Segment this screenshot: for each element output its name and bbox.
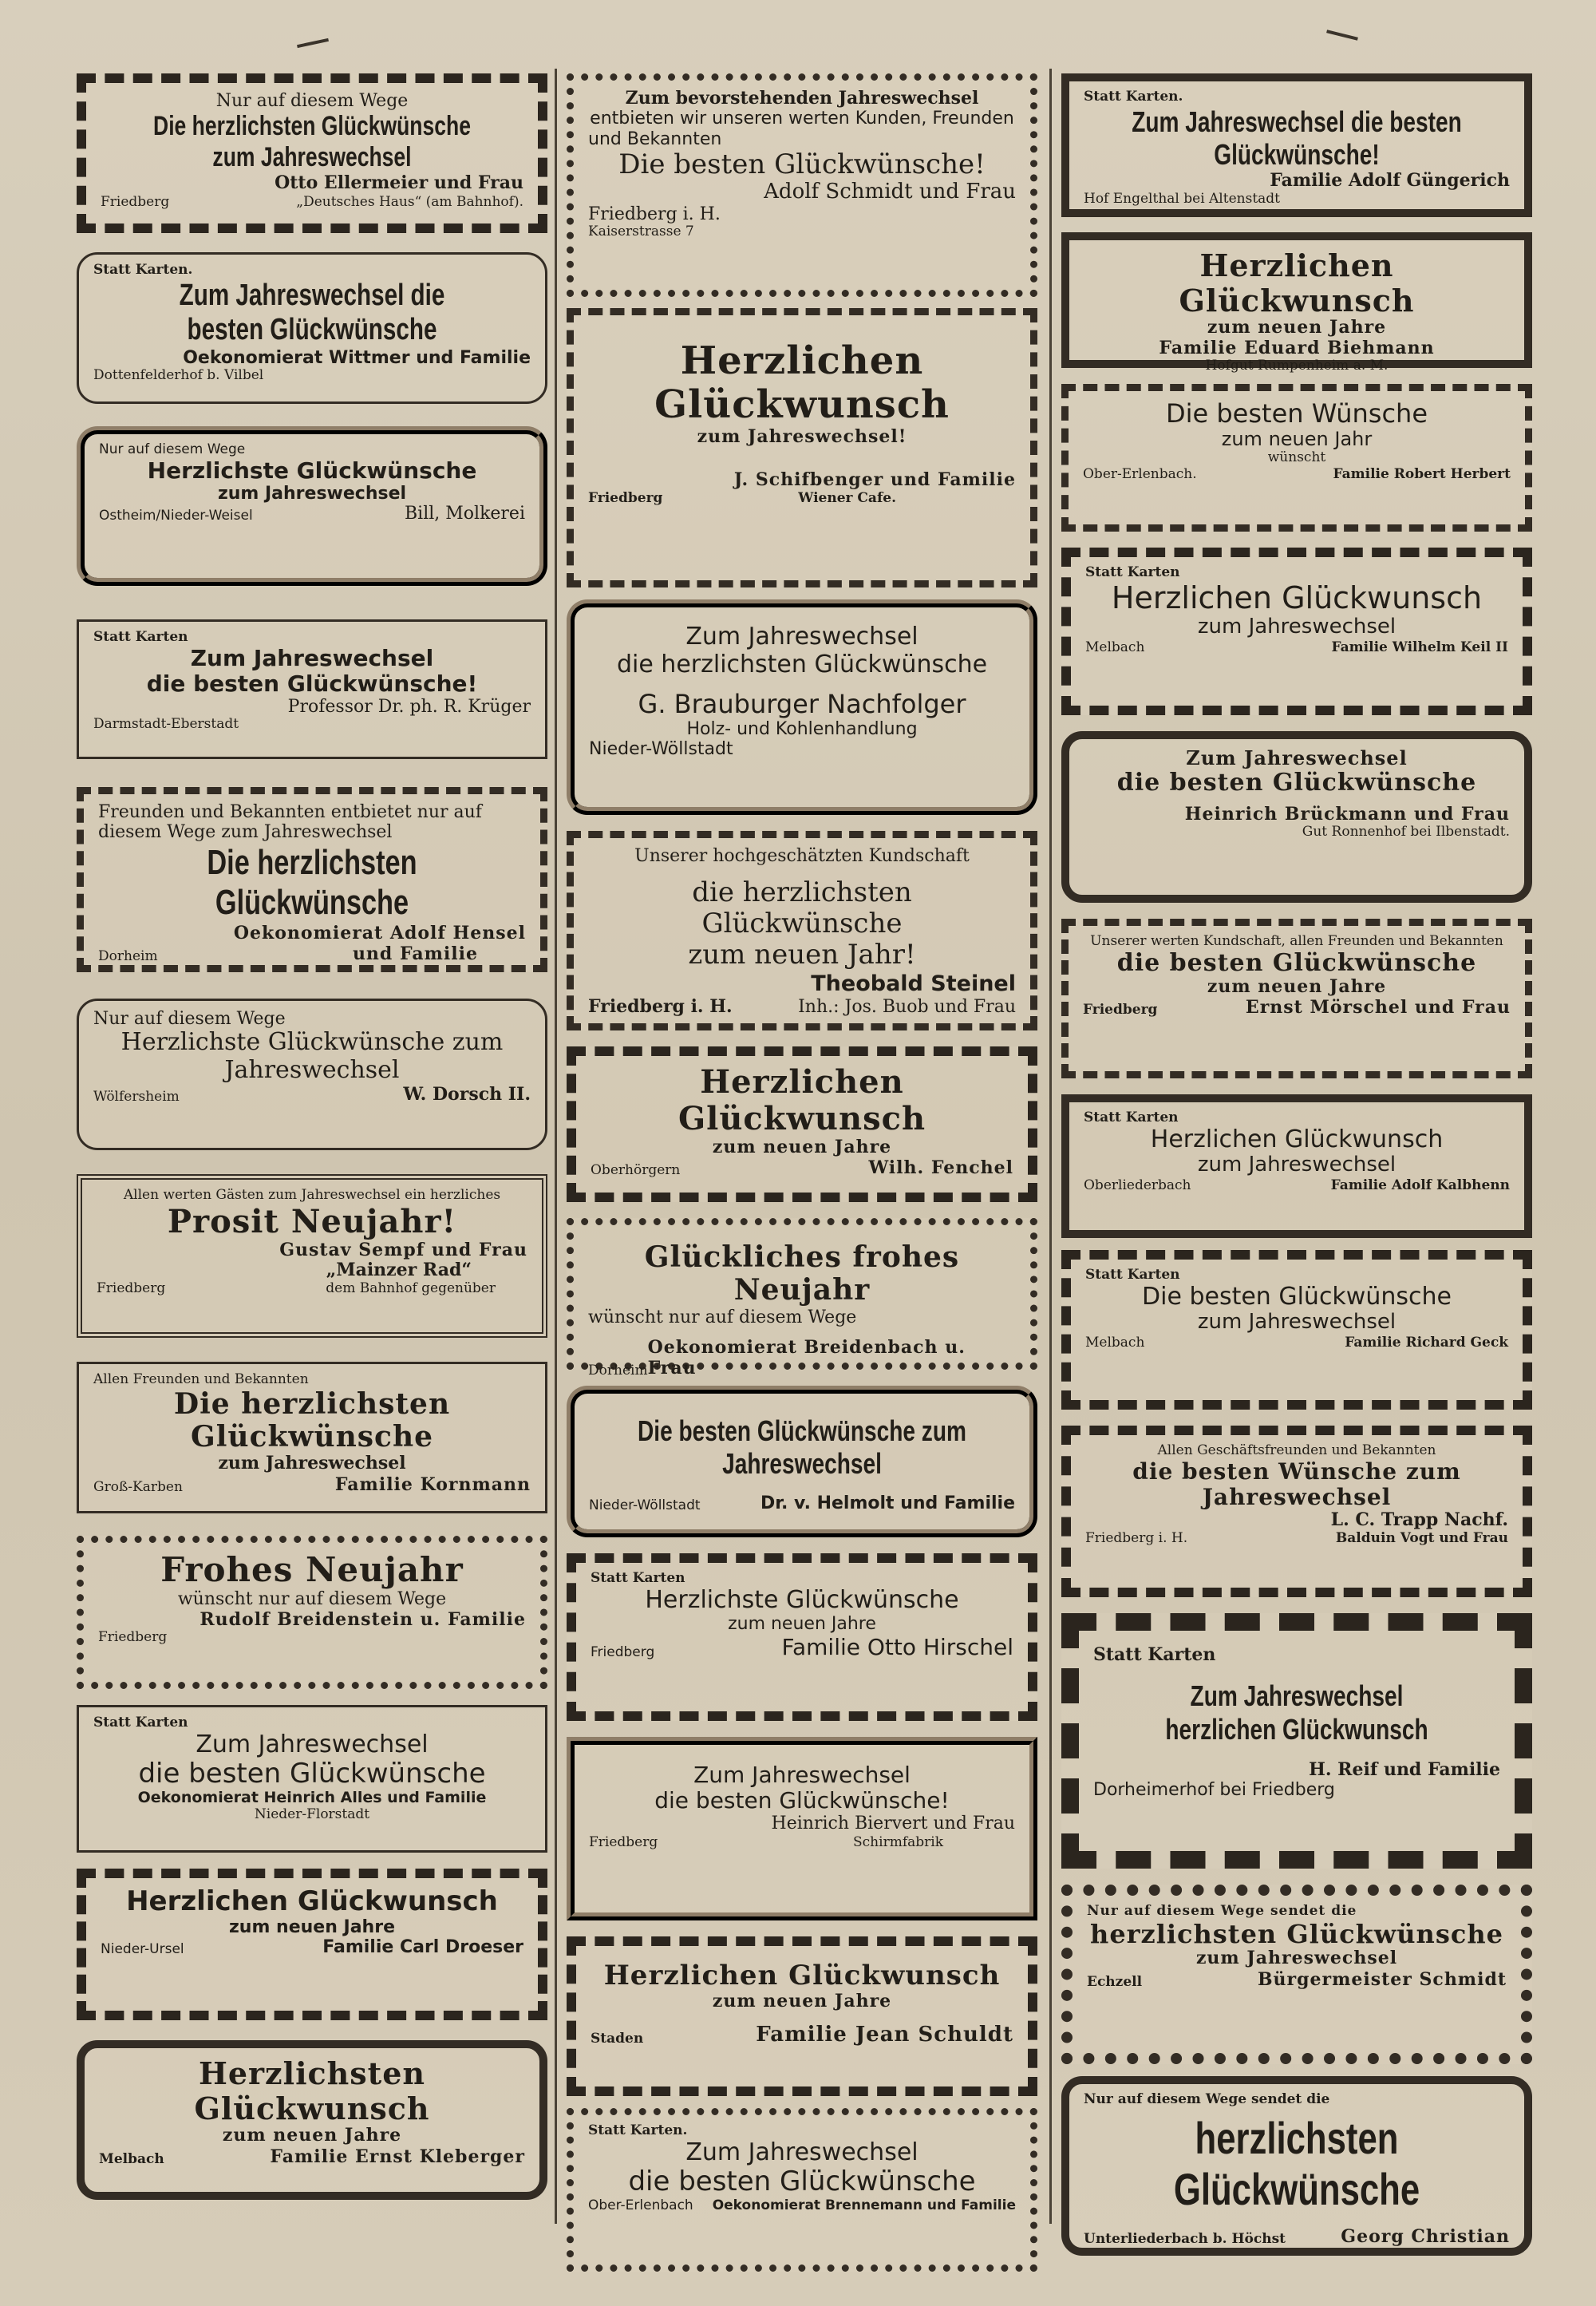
ad-note: dem Bahnhof gegenüber xyxy=(326,1280,496,1297)
ad-kornmann xyxy=(77,1362,547,1513)
ad-headline: Zum Jahreswechsel die besten Glückwünsche! xyxy=(1132,105,1462,171)
ad-christian xyxy=(1061,2076,1532,2256)
ad-headline: Herzlichen Glückwunsch xyxy=(1111,579,1483,615)
ad-signature: Dr. v. Helmolt und Familie xyxy=(760,1493,1015,1513)
ad-brueckmann xyxy=(1061,731,1532,903)
ad-headline: Die besten Glückwünsche zum Jahreswechsel xyxy=(638,1414,966,1481)
ad-place: Gut Ronnenhof bei Ilbenstadt. xyxy=(1302,824,1510,841)
ad-signature: Heinrich Brückmann und Frau xyxy=(1184,804,1510,825)
ad-place: Melbach xyxy=(1085,639,1145,656)
ad-subline: zum neuen Jahr xyxy=(1221,427,1373,450)
ad-place: Nieder-Ursel xyxy=(101,1941,184,1958)
ad-place: Melbach xyxy=(99,2150,164,2167)
ad-biehmann xyxy=(1061,232,1532,374)
ad-place: Friedberg i. H. xyxy=(1085,1530,1188,1547)
ad-intro: Statt Karten xyxy=(1085,1267,1180,1283)
ad-intro: Allen Freunden und Bekannten xyxy=(93,1371,309,1387)
ad-brauburger xyxy=(567,599,1037,815)
ad-headline: Zum Jahreswechsel xyxy=(190,644,434,671)
ad-intro: Unserer hochgeschätzten Kundschaft xyxy=(634,846,970,866)
ad-intro: Nur auf diesem Wege sendet die xyxy=(1084,2091,1330,2107)
ad-subline: zum Jahreswechsel xyxy=(1197,615,1396,639)
ad-headline: Herzlichen Glückwunsch xyxy=(678,1063,926,1137)
ad-headline-2: zum neuen Jahr! xyxy=(688,939,916,971)
ad-headline: Prosit Neujahr! xyxy=(167,1202,457,1240)
ad-headline: Die besten Wünsche xyxy=(1165,398,1428,429)
ad-intro: Statt Karten xyxy=(1085,564,1180,580)
ad-signature: Familie Adolf Kalbhenn xyxy=(1330,1177,1510,1193)
ad-signature: Oekonomierat Wittmer und Familie xyxy=(183,347,531,368)
ad-signature-2: und Familie xyxy=(352,943,478,965)
ad-business: Wiener Cafe. xyxy=(798,489,896,506)
ad-headline: Die herzlichsten Glückwünsche zum Jahreswechsel xyxy=(153,111,471,173)
ad-intro: Statt Karten xyxy=(93,629,188,645)
ad-signature: Familie Robert Herbert xyxy=(1333,465,1511,482)
ad-place: Unterliederbach b. Höchst xyxy=(1084,2231,1286,2248)
ad-signature: Georg Christian xyxy=(1341,2226,1510,2248)
ad-herbert xyxy=(1061,384,1532,532)
ad-headline: Herzlichste Glückwünsche zum Jahreswechsel xyxy=(120,1028,504,1084)
ad-subline: zum Jahreswechsel xyxy=(218,1453,406,1474)
ad-headline-2: die besten Glückwünsche xyxy=(138,1758,486,1790)
ad-headline: Herzlichen Glückwunsch xyxy=(1150,1125,1444,1153)
ad-headline: die besten Glückwünsche xyxy=(1116,948,1477,977)
ad-keil xyxy=(1061,548,1532,715)
ad-place: Hof Engelthal bei Altenstadt xyxy=(1084,190,1280,207)
ad-buergermeister xyxy=(1061,1885,1532,2064)
ad-intro: Allen Geschäftsfreunden und Bekannten xyxy=(1157,1442,1436,1458)
ad-headline: herzlichsten Glückwünsche xyxy=(1173,2112,1420,2214)
ad-subline: zum Jahreswechsel xyxy=(1197,1153,1396,1177)
ad-intro: Zum bevorstehenden Jahreswechsel xyxy=(625,88,979,109)
ad-bill xyxy=(77,426,547,586)
ad-intro: Nur auf diesem Wege xyxy=(215,91,409,111)
ad-headline: Herzlichen Glückwunsch xyxy=(654,338,950,428)
ad-business: Holz- und Kohlenhandlung xyxy=(686,718,918,739)
ad-place: Hofgut Rumpenheim a. M. xyxy=(1205,357,1389,374)
ad-headline: Herzlichsten Glückwunsch xyxy=(194,2055,430,2126)
ad-headline: Die besten Glückwünsche xyxy=(1142,1282,1452,1311)
ad-droeser xyxy=(77,1869,547,2020)
ad-reif xyxy=(1061,1613,1532,1869)
ad-signature: Oekonomierat Brennemann und Familie xyxy=(712,2197,1016,2214)
ad-signature: Ernst Mörschel und Frau xyxy=(1245,997,1511,1019)
ad-address: Kaiserstrasse 7 xyxy=(588,223,694,240)
ad-intro: Statt Karten xyxy=(1084,1109,1179,1125)
ad-headline: Die besten Glückwünsche! xyxy=(618,148,986,180)
ad-place: Friedberg xyxy=(97,1280,166,1297)
ad-subline: zum neuen Jahre xyxy=(712,1991,892,2012)
ad-intro: Statt Karten. xyxy=(588,2122,688,2138)
ad-signature: L. C. Trapp Nachf. xyxy=(1330,1509,1508,1530)
ad-place: Wölfersheim xyxy=(93,1089,180,1106)
ad-place: Ostheim/Nieder-Weisel xyxy=(99,508,253,524)
ad-moerschel xyxy=(1061,919,1532,1078)
ad-ellermeier xyxy=(77,73,547,233)
ad-signature: Bill, Molkerei xyxy=(405,504,525,524)
ad-headline: Zum Jahreswechsel xyxy=(685,2138,918,2166)
ad-intro-2: diesem Wege zum Jahreswechsel xyxy=(98,822,393,843)
ad-subline: zum Jahreswechsel xyxy=(1195,1948,1398,1969)
ad-subline: zum neuen Jahre xyxy=(1207,976,1387,998)
ad-place: Groß-Karben xyxy=(93,1478,183,1495)
ad-signature: Familie Eduard Biehmann xyxy=(1159,337,1435,358)
ad-signature: Familie Ernst Kleberger xyxy=(270,2146,525,2167)
ad-place: Nieder-Wöllstadt xyxy=(589,739,733,760)
ad-schuldt xyxy=(567,1936,1037,2096)
ad-subline: zum Jahreswechsel! xyxy=(697,426,907,448)
ad-intro: Nur auf diesem Wege xyxy=(93,1009,286,1029)
ad-intro: Statt Karten xyxy=(93,1715,188,1730)
ad-kleberger xyxy=(77,2040,547,2200)
ad-signature: Theobald Steinel xyxy=(811,971,1016,996)
ad-signature: Familie Carl Droeser xyxy=(322,1937,523,1958)
ad-headline: Glückliches frohes Neujahr xyxy=(644,1240,960,1307)
ad-headline: Zum Jahreswechsel xyxy=(685,623,918,651)
ad-intro: Statt Karten. xyxy=(93,262,193,278)
ad-breidenstein xyxy=(77,1536,547,1689)
ad-headline: Die herzlichsten Glückwünsche xyxy=(173,1386,451,1454)
ad-breidenbach xyxy=(567,1218,1037,1379)
ad-place: Friedberg xyxy=(591,1644,655,1661)
ad-helmolt xyxy=(567,1386,1037,1537)
ad-subline: zum neuen Jahre xyxy=(1207,317,1387,338)
column-2 xyxy=(567,69,1061,2216)
ad-kalbhenn xyxy=(1061,1094,1532,1238)
ad-alles xyxy=(77,1705,547,1853)
ad-headline: Herzlichste Glückwünsche xyxy=(645,1585,959,1614)
ad-headline: die besten Wünsche zum Jahreswechsel xyxy=(1132,1458,1461,1510)
ad-place: Oberhörgern xyxy=(591,1162,681,1179)
ad-headline: Zum Jahreswechsel xyxy=(1186,746,1408,769)
ad-signature: Professor Dr. ph. R. Krüger xyxy=(287,696,531,717)
ad-headline: Die herzlichsten Glückwünsche xyxy=(207,842,417,923)
ad-place: Dorheimerhof bei Friedberg xyxy=(1093,1780,1335,1801)
ad-fenchel xyxy=(567,1046,1037,1202)
ad-intro: Statt Karten. xyxy=(1084,89,1183,105)
ad-signature: G. Brauburger Nachfolger xyxy=(638,689,966,719)
ad-headline-2: die herzlichsten Glückwünsche xyxy=(616,650,988,678)
ad-place: Darmstadt-Eberstadt xyxy=(93,716,239,733)
ad-headline: Zum Jahreswechsel xyxy=(196,1730,429,1758)
ad-headline: Zum Jahreswechsel xyxy=(693,1762,911,1788)
ad-place: Friedberg xyxy=(589,1833,658,1850)
ad-brennemann xyxy=(567,2108,1037,2272)
ad-subline: wünscht nur auf diesem Wege xyxy=(588,1307,857,1327)
ad-signature: Familie Richard Geck xyxy=(1345,1334,1508,1351)
ad-sempf xyxy=(77,1174,547,1338)
ad-place: Oberliederbach xyxy=(1084,1177,1191,1193)
ad-signature: Familie Adolf Güngerich xyxy=(1270,170,1510,192)
ad-signature: Gustav Sempf und Frau xyxy=(279,1239,527,1260)
print-mark xyxy=(1326,30,1358,41)
ad-place: Ober-Erlenbach. xyxy=(1083,465,1197,482)
ad-trapp xyxy=(1061,1426,1532,1597)
ad-headline: Zum Jahreswechsel herzlichen Glückwunsch xyxy=(1165,1679,1428,1746)
ad-headline-2: die besten Glückwünsche xyxy=(628,2166,976,2198)
ad-intro-2: entbieten wir unseren werten Kunden, Freunden xyxy=(590,109,1014,129)
ad-business: „Mainzer Rad“ xyxy=(326,1259,472,1280)
ad-signature: Adolf Schmidt und Frau xyxy=(764,179,1016,204)
ad-intro-3: und Bekannten xyxy=(588,129,722,149)
ad-signature: Wilh. Fenchel xyxy=(868,1157,1013,1179)
ad-headline: Herzlichen Glückwunsch xyxy=(126,1885,498,1917)
ad-headline: Herzlichen Glückwunsch xyxy=(603,1960,1001,1992)
ad-intro: Allen werten Gästen zum Jahreswechsel ein herzliches xyxy=(123,1187,501,1203)
ad-signature: Familie Wilhelm Keil II xyxy=(1331,639,1508,656)
ad-place: Staden xyxy=(591,2031,644,2047)
ad-intro: Statt Karten xyxy=(1093,1644,1216,1665)
ad-subline: zum neuen Jahre xyxy=(712,1137,892,1157)
ad-signature: Oekonomierat Breidenbach u. Frau xyxy=(647,1337,966,1379)
ad-place: Nieder-Wöllstadt xyxy=(589,1497,701,1513)
ad-place: Friedberg xyxy=(588,489,663,506)
ad-signature: Rudolf Breidenstein u. Familie xyxy=(200,1608,526,1630)
ad-schifbenger xyxy=(567,308,1037,587)
ad-signature: Familie Jean Schuldt xyxy=(756,2023,1013,2047)
column-3 xyxy=(1061,69,1556,2248)
ad-signature: H. Reif und Familie xyxy=(1309,1759,1500,1781)
ad-signature: Familie Kornmann xyxy=(334,1473,531,1495)
ad-headline-2: die besten Glückwünsche! xyxy=(654,1787,950,1814)
ad-place: Friedberg xyxy=(98,1628,168,1645)
ad-place: Echzell xyxy=(1087,1973,1143,1990)
ad-biervert xyxy=(567,1737,1037,1920)
ad-intro: Nur auf diesem Wege xyxy=(99,441,246,457)
ad-krueger xyxy=(77,619,547,759)
ad-place: Nieder-Florstadt xyxy=(254,1806,370,1822)
ad-subline: zum neuen Jahre xyxy=(222,2125,402,2146)
ad-subline: zum neuen Jahre xyxy=(728,1614,876,1635)
ad-signature: Oekonomierat Adolf Hensel xyxy=(233,922,526,943)
ad-place: Dorheim xyxy=(588,1363,648,1379)
ad-steinel xyxy=(567,831,1037,1030)
ad-headline: Frohes Neujahr xyxy=(160,1550,464,1589)
ad-intro: Unserer werten Kundschaft, allen Freunden und Bekannten xyxy=(1090,933,1503,949)
ad-headline-2: die besten Glückwünsche! xyxy=(146,670,478,697)
ad-place: Friedberg xyxy=(1083,1002,1158,1019)
ad-guengerich xyxy=(1061,73,1532,217)
ad-headline: Herzlichen Glückwunsch xyxy=(1179,247,1415,318)
ad-signature: Bürgermeister Schmidt xyxy=(1257,1968,1507,1990)
ad-subline: zum Jahreswechsel xyxy=(1197,1310,1396,1335)
ad-subline: zum Jahreswechsel xyxy=(217,483,407,504)
ad-place: Ober-Erlenbach xyxy=(588,2197,693,2214)
ad-signature: W. Dorsch II. xyxy=(403,1084,531,1106)
ad-wittmer xyxy=(77,252,547,404)
ad-intro: Statt Karten xyxy=(591,1570,685,1586)
ad-headline: die herzlichsten Glückwünsche xyxy=(692,876,912,940)
ad-place: Friedberg i. H. xyxy=(588,995,733,1017)
ad-signature: Heinrich Biervert und Frau xyxy=(771,1814,1015,1834)
ad-dorsch xyxy=(77,999,547,1150)
ad-signature: Oekonomierat Heinrich Alles und Familie xyxy=(137,1789,487,1807)
ad-owner: Inh.: Jos. Buob und Frau xyxy=(798,996,1016,1017)
ad-subline: wünscht nur auf diesem Wege xyxy=(177,1589,447,1610)
ad-schmidt xyxy=(567,73,1037,297)
ad-headline: herzlichsten Glückwünsche xyxy=(1090,1918,1503,1949)
ad-headline: Zum Jahreswechsel die besten Glückwünsche xyxy=(179,278,445,347)
ad-note: wünscht xyxy=(1267,449,1326,466)
ad-intro: Nur auf diesem Wege sendet die xyxy=(1087,1903,1357,1919)
ad-place: Friedberg i. H. xyxy=(588,204,721,224)
print-mark xyxy=(297,38,329,48)
ad-business: Schirmfabrik xyxy=(853,1833,943,1850)
ad-place: Dottenfelderhof b. Vilbel xyxy=(93,367,264,384)
ad-intro: Freunden und Bekannten entbietet nur auf xyxy=(98,802,482,822)
ad-owner: Balduin Vogt und Frau xyxy=(1335,1530,1508,1547)
ad-signature: Familie Otto Hirschel xyxy=(781,1634,1013,1661)
ad-hirschel xyxy=(567,1553,1037,1721)
ad-place: Melbach xyxy=(1085,1334,1145,1351)
ad-signature: Otto Ellermeier und Frau xyxy=(275,172,523,194)
column-1 xyxy=(77,69,571,2216)
ad-place: Dorheim xyxy=(98,948,158,965)
ad-headline: Herzlichste Glückwünsche xyxy=(147,457,477,484)
ad-signature: J. Schifbenger und Familie xyxy=(733,469,1016,490)
ad-headline-2: die besten Glückwünsche xyxy=(1116,768,1477,797)
ad-subline: zum neuen Jahre xyxy=(228,1917,395,1938)
ad-place: Friedberg xyxy=(101,193,170,210)
ad-hensel xyxy=(77,787,547,972)
ad-note: „Deutsches Haus“ (am Bahnhof). xyxy=(296,193,523,210)
ad-geck xyxy=(1061,1250,1532,1410)
